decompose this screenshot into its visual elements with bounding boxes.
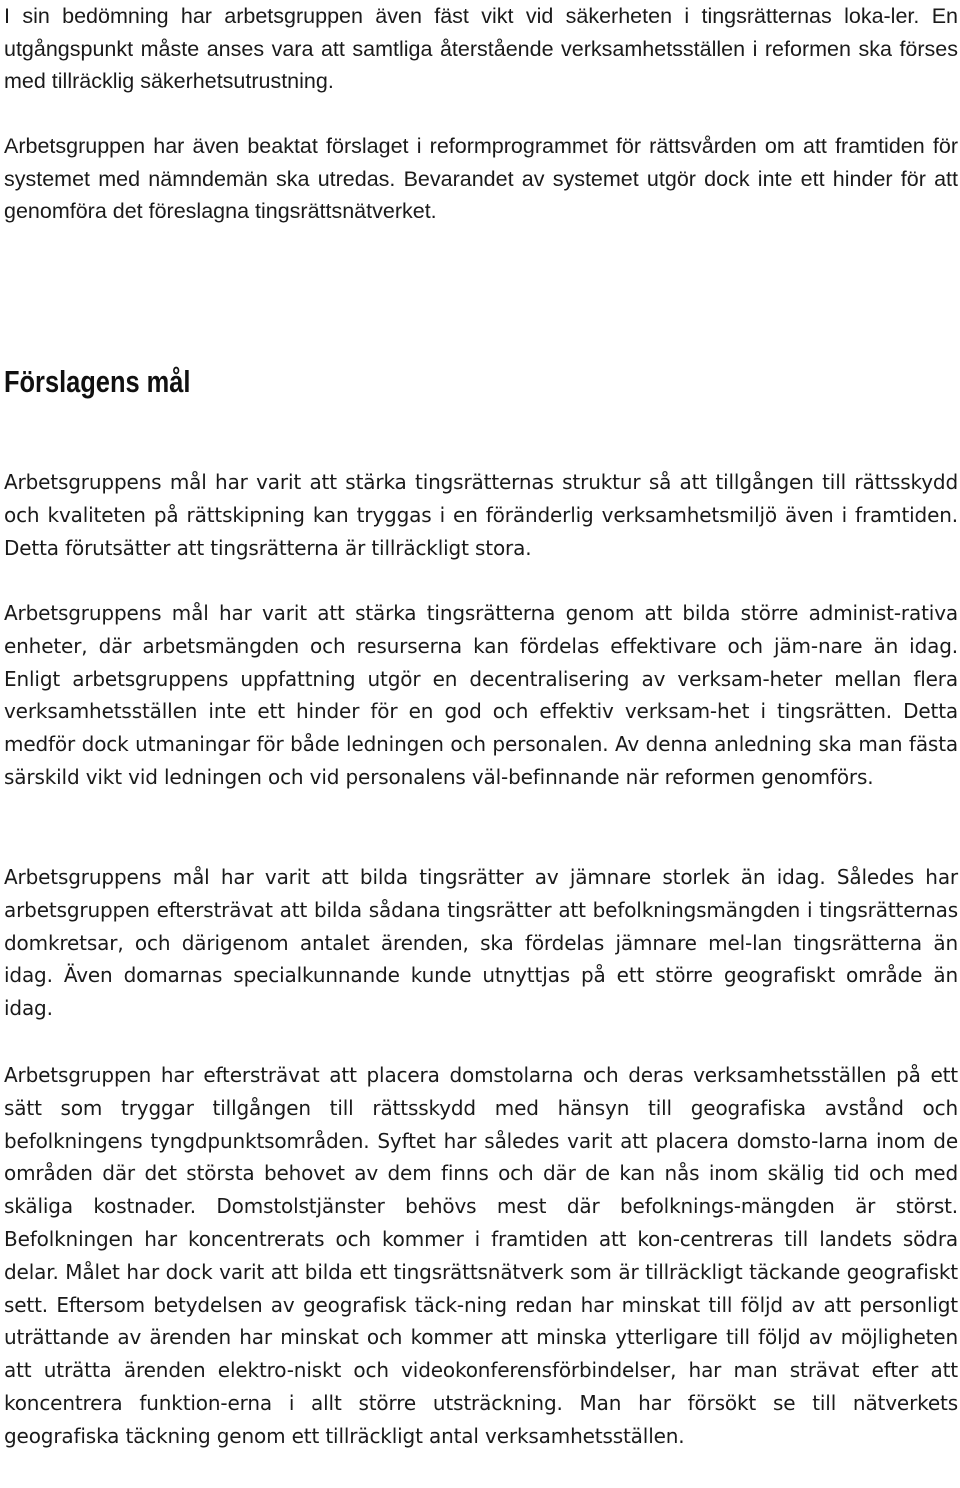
paragraph-goal-placement: Arbetsgruppen har eftersträvat att placera domstolarna och deras verksamhetsställen på ett sätt som tryggar tillgången till rättsskydd med hänsyn till geografiska avstånd och befolkningens tyngdpunktsområden. Syftet har således varit att placera domsto-larna inom de områden där det största behovet av dem finns och där de kan nås inom skälig tid och med skäliga kostnader. Domstolstjänster behövs mest där befolknings-mängden är störst. Befolkningen har koncentrerats och kommer i framtiden att kon-centreras till landets södra delar. Målet har dock varit att bilda ett tingsrättsnätverk som är tillräckligt täckande geografiskt sett. Eftersom betydelsen av geografisk täck-ning redan har minskat till följd av att personligt uträttande av ärenden har minskat och kommer att minska ytterligare till följd av möjligheten att uträtta ärenden elektro-niskt och videokonferensförbindelser, har man strävat efter att koncentrera funktion-erna i allt större utsträckning. Man har försökt se till nätverkets geografiska täckning genom ett tillräckligt antal verksamhetsställen. [4, 1063, 958, 1448]
paragraph-goal-administrative-units: Arbetsgruppens mål har varit att stärka tingsrätterna genom att bilda större administ-rativa enheter, där arbetsmängden och resurserna kan fördelas effektivare och jäm-nare än idag. Enligt arbetsgruppens uppfattning utgör en decentralisering av verksam-heter mellan flera verksamhetsställen inte ett hinder för en god och effektiv verksam-het i tingsrätten. Detta medför dock utmaningar för både ledningen och personalen. Av denna anledning ska man fästa särskild vikt vid ledningen och vid personalens väl-befinnande när reformen genomförs. [4, 601, 958, 789]
paragraph-goal-structure: Arbetsgruppens mål har varit att stärka tingsrätternas struktur så att tillgången till rättsskydd och kvaliteten på rättskipning kan tryggas i en föränderlig verksamhetsmiljö även i framtiden. Detta förutsätter att tingsrätterna är tillräckligt stora. [4, 470, 958, 560]
paragraph-lay-judges: Arbetsgruppen har även beaktat förslaget i reformprogrammet för rättsvården om att framtiden för systemet med nämndemän ska utredas. Bevarandet av systemet utgör dock inte ett hinder för att genomföra det föreslagna tingsrättsnätverket. [4, 134, 958, 223]
paragraph-security: I sin bedömning har arbetsgruppen även fäst vikt vid säkerheten i tingsrätternas loka-ler. En utgångspunkt måste anses vara att samtliga återstående verksamhetsställen i reformen ska förses med tillräcklig säkerhetsutrustning. [4, 4, 958, 93]
paragraph-goal-equal-size: Arbetsgruppens mål har varit att bilda tingsrätter av jämnare storlek än idag. Således har arbetsgruppen eftersträvat att bilda sådana tingsrätter att befolkningsmängden i tingsrätternas domkretsar, och därigenom antalet ärenden, ska fördelas jämnare mel-lan tingsrätterna än idag. Även domarnas specialkunnande kunde utnyttjas på ett större geografiskt område än idag. [4, 865, 958, 1021]
section-heading: Förslagens mål [4, 364, 191, 399]
